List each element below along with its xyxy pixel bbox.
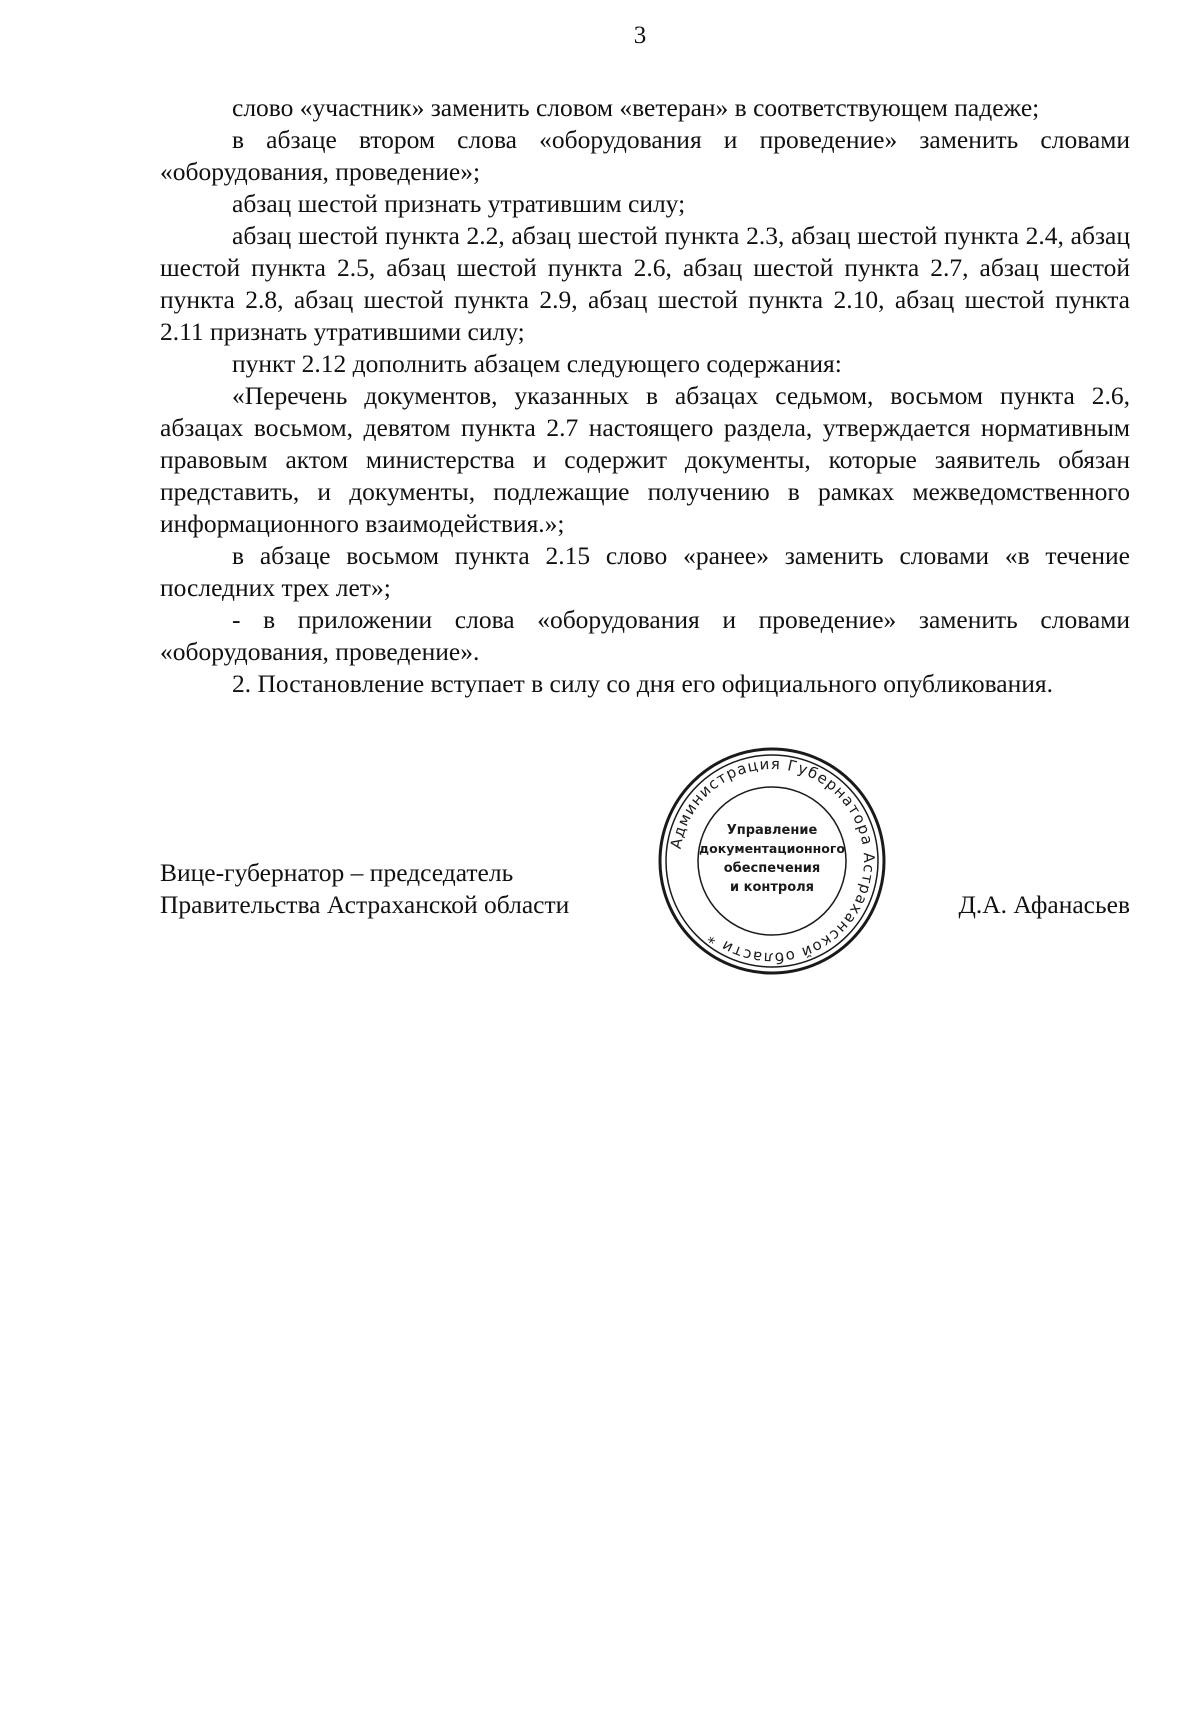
paragraph-6: «Перечень документов, указанных в абзацах седьмом, восьмом пункта 2.6, абзацах восьмом, девятом пункта 2.7 настоящего раздела, утверждается нормативным правовым актом министерства и содержит документы, которые заявитель обязан представить, и документы, подлежащие получению в рамках межведомственного информационного взаимодействия.»; <box>160 381 1130 538</box>
paragraph-1: слово «участник» заменить словом «ветеран» в соответствующем падеже; <box>232 93 1040 122</box>
official-stamp <box>656 745 888 977</box>
stamp-center-line-1: Управление <box>726 823 818 838</box>
stamp-center-line-2: документационного <box>699 841 845 856</box>
paragraph-5: пункт 2.12 дополнить абзацем следующего содержания: <box>232 349 842 378</box>
stamp-center-line-3: обеспечения <box>723 861 821 876</box>
paragraph-8: - в приложении слова «оборудования и проведение» заменить словами «оборудования, проведение». <box>160 605 1130 666</box>
paragraph-3: абзац шестой признать утратившим силу; <box>232 189 686 218</box>
paragraph-7: в абзаце восьмом пункта 2.15 слово «ранее» заменить словами «в течение последних трех лет»; <box>160 541 1130 602</box>
signature-block <box>160 857 569 921</box>
stamp-center-line-4: и контроля <box>729 880 815 895</box>
paragraph-2: в абзаце втором слова «оборудования и проведение» заменить словами «оборудования, проведение»; <box>160 125 1130 186</box>
paragraph-9: 2. Постановление вступает в силу со дня его официального опубликования. <box>232 669 1053 698</box>
signer-name: Д.А. Афанасьев <box>958 890 1130 919</box>
stamp-svg <box>656 745 888 977</box>
document-body <box>160 92 1130 700</box>
stamp-ring-text: Администрация Губернатора Астраханской области * <box>666 754 879 968</box>
paragraph-4: абзац шестой пункта 2.2, абзац шестой пункта 2.3, абзац шестой пункта 2.4, абзац шестой пункта 2.5, абзац шестой пункта 2.6, абзац шестой пункта 2.7, абзац шестой пункта 2.8, абзац шестой пункта 2.9, абзац шестой пункта 2.10, абзац шестой пункта 2.11 признать утратившими силу; <box>160 221 1130 346</box>
signer-title-line-2: Правительства Астраханской области <box>160 890 570 919</box>
page-number: 3 <box>633 22 647 49</box>
signer-title-line-1: Вице-губернатор – председатель <box>160 858 514 887</box>
